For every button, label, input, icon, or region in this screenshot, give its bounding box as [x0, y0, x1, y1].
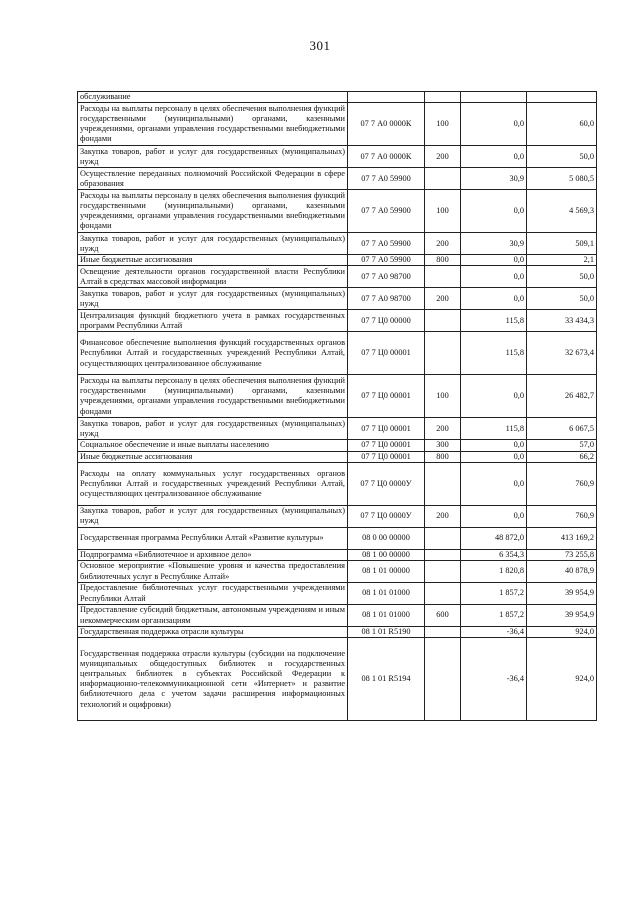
- row-expense-type: [425, 168, 461, 190]
- table-row: [78, 92, 597, 103]
- row-code: 07 7 А0 59900: [348, 190, 425, 233]
- row-total-amount: 413 169,2: [527, 527, 597, 549]
- row-expense-type: [425, 638, 461, 721]
- row-total-amount: 760,9: [527, 505, 597, 527]
- row-total-amount: 50,0: [527, 288, 597, 310]
- row-name: Предоставление библиотечных услуг государственными учреждениями Республики Алтай: [78, 583, 348, 605]
- table-row: [78, 233, 597, 255]
- row-expense-type: 800: [425, 255, 461, 266]
- row-total-amount: 40 878,9: [527, 561, 597, 583]
- row-code: 07 7 Ц0 00001: [348, 451, 425, 462]
- row-code: 08 1 01 00000: [348, 561, 425, 583]
- row-total-amount: 39 954,9: [527, 605, 597, 627]
- row-total-amount: 39 954,9: [527, 583, 597, 605]
- row-change-amount: 0,0: [461, 146, 527, 168]
- row-code: 07 7 Ц0 00001: [348, 418, 425, 440]
- row-change-amount: 1 857,2: [461, 605, 527, 627]
- row-change-amount: 0,0: [461, 103, 527, 146]
- row-total-amount: 57,0: [527, 440, 597, 451]
- table-row: [78, 440, 597, 451]
- row-code: 08 1 01 R5190: [348, 627, 425, 638]
- row-expense-type: 800: [425, 451, 461, 462]
- row-code: 07 7 А0 98700: [348, 288, 425, 310]
- table-row: [78, 505, 597, 527]
- row-total-amount: 73 255,8: [527, 549, 597, 560]
- row-expense-type: [425, 561, 461, 583]
- row-code: 07 7 А0 0000К: [348, 103, 425, 146]
- row-total-amount: 6 067,5: [527, 418, 597, 440]
- row-expense-type: [425, 549, 461, 560]
- row-name: Закупка товаров, работ и услуг для государственных (муниципальных) нужд: [78, 505, 348, 527]
- row-change-amount: 0,0: [461, 375, 527, 418]
- row-change-amount: 0,0: [461, 266, 527, 288]
- row-total-amount: 924,0: [527, 627, 597, 638]
- row-name: Основное мероприятие «Повышение уровня и качества предоставления библиотечных услуг в Республике Алтай»: [78, 561, 348, 583]
- row-change-amount: 48 872,0: [461, 527, 527, 549]
- table-row: [78, 638, 597, 721]
- row-name: Осуществление переданных полномочий Российской Федерации в сфере образования: [78, 168, 348, 190]
- row-expense-type: 200: [425, 505, 461, 527]
- row-name: Государственная поддержка отрасли культуры (субсидии на подключение муниципальных общедоступных библиотек и государственных центральных библиотек в субъектах Российской Федерации к информационно-телекоммуникационной сети «Интернет» и развитие библиотечного дела с учетом задачи расширения информационных технологий и оцифровки): [78, 638, 348, 721]
- row-code: 07 7 Ц0 0000У: [348, 462, 425, 505]
- row-name: обслуживание: [78, 92, 348, 103]
- table-row: [78, 103, 597, 146]
- table-row: [78, 310, 597, 332]
- row-code: 08 1 01 01000: [348, 605, 425, 627]
- row-expense-type: [425, 310, 461, 332]
- row-name: Иные бюджетные ассигнования: [78, 255, 348, 266]
- row-name: Финансовое обеспечение выполнения функций государственных органов Республики Алтай и государственных учреждений Республики Алтай, осуществляющих централизованное обслуживание: [78, 332, 348, 375]
- row-total-amount: 2,1: [527, 255, 597, 266]
- row-total-amount: 66,2: [527, 451, 597, 462]
- row-change-amount: 30,9: [461, 168, 527, 190]
- row-change-amount: 0,0: [461, 255, 527, 266]
- row-total-amount: [527, 92, 597, 103]
- row-total-amount: 50,0: [527, 146, 597, 168]
- row-expense-type: 300: [425, 440, 461, 451]
- row-code: 08 1 01 R5194: [348, 638, 425, 721]
- row-code: 07 7 А0 0000К: [348, 146, 425, 168]
- row-expense-type: [425, 627, 461, 638]
- row-change-amount: 30,9: [461, 233, 527, 255]
- row-change-amount: 1 820,8: [461, 561, 527, 583]
- table-row: [78, 583, 597, 605]
- row-name: Расходы на выплаты персоналу в целях обеспечения выполнения функций государственными (муниципальными) органами, казенными учреждениями, органами управления государственными внебюджетными фондами: [78, 190, 348, 233]
- row-code: [348, 92, 425, 103]
- row-name: Расходы на оплату коммунальных услуг государственных органов Республики Алтай и государственных учреждений Республики Алтай, осуществляющих централизованное обслуживание: [78, 462, 348, 505]
- row-code: 07 7 А0 98700: [348, 266, 425, 288]
- row-change-amount: 115,8: [461, 418, 527, 440]
- row-total-amount: 5 080,5: [527, 168, 597, 190]
- row-change-amount: 115,8: [461, 310, 527, 332]
- table-row: [78, 332, 597, 375]
- row-expense-type: [425, 92, 461, 103]
- row-name: Расходы на выплаты персоналу в целях обеспечения выполнения функций государственными (муниципальными) органами, казенными учреждениями, органами управления государственными внебюджетными фондами: [78, 375, 348, 418]
- table-row: [78, 627, 597, 638]
- row-name: Закупка товаров, работ и услуг для государственных (муниципальных) нужд: [78, 146, 348, 168]
- row-change-amount: 1 857,2: [461, 583, 527, 605]
- row-code: 07 7 А0 59900: [348, 233, 425, 255]
- row-change-amount: 0,0: [461, 190, 527, 233]
- page-number: 301: [309, 38, 331, 53]
- row-name: Государственная программа Республики Алтай «Развитие культуры»: [78, 527, 348, 549]
- row-total-amount: 33 434,3: [527, 310, 597, 332]
- row-expense-type: [425, 527, 461, 549]
- row-name: Иные бюджетные ассигнования: [78, 451, 348, 462]
- row-name: Закупка товаров, работ и услуг для государственных (муниципальных) нужд: [78, 418, 348, 440]
- table-row: [78, 146, 597, 168]
- table-row: [78, 561, 597, 583]
- row-change-amount: 6 354,3: [461, 549, 527, 560]
- row-name: Расходы на выплаты персоналу в целях обеспечения выполнения функций государственными (муниципальными) органами, казенными учреждениями, органами управления государственными внебюджетными фондами: [78, 103, 348, 146]
- row-total-amount: 760,9: [527, 462, 597, 505]
- table-row: [78, 266, 597, 288]
- row-total-amount: 60,0: [527, 103, 597, 146]
- row-change-amount: -36,4: [461, 627, 527, 638]
- row-total-amount: 26 482,7: [527, 375, 597, 418]
- row-expense-type: 100: [425, 375, 461, 418]
- row-code: 08 1 00 00000: [348, 549, 425, 560]
- row-expense-type: 600: [425, 605, 461, 627]
- table-row: [78, 527, 597, 549]
- row-expense-type: [425, 462, 461, 505]
- row-total-amount: 50,0: [527, 266, 597, 288]
- row-expense-type: 200: [425, 288, 461, 310]
- row-code: 07 7 Ц0 00001: [348, 375, 425, 418]
- row-expense-type: [425, 332, 461, 375]
- table-row: [78, 462, 597, 505]
- row-expense-type: 100: [425, 103, 461, 146]
- row-expense-type: 200: [425, 146, 461, 168]
- table-row: [78, 605, 597, 627]
- row-expense-type: [425, 266, 461, 288]
- row-code: 07 7 Ц0 00001: [348, 332, 425, 375]
- row-expense-type: 100: [425, 190, 461, 233]
- row-total-amount: 509,1: [527, 233, 597, 255]
- row-code: 08 1 01 01000: [348, 583, 425, 605]
- table-row: [78, 418, 597, 440]
- row-code: 07 7 Ц0 00001: [348, 440, 425, 451]
- row-expense-type: 200: [425, 233, 461, 255]
- row-expense-type: 200: [425, 418, 461, 440]
- row-change-amount: 0,0: [461, 462, 527, 505]
- row-total-amount: 32 673,4: [527, 332, 597, 375]
- row-change-amount: [461, 92, 527, 103]
- row-name: Государственная поддержка отрасли культуры: [78, 627, 348, 638]
- row-total-amount: 4 569,3: [527, 190, 597, 233]
- row-name: Подпрограмма «Библиотечное и архивное дело»: [78, 549, 348, 560]
- row-name: Освещение деятельности органов государственной власти Республики Алтай в средствах массовой информации: [78, 266, 348, 288]
- row-change-amount: 0,0: [461, 505, 527, 527]
- table-row: [78, 168, 597, 190]
- row-change-amount: 115,8: [461, 332, 527, 375]
- row-name: Централизация функций бюджетного учета в рамках государственных программ Республики Алтай: [78, 310, 348, 332]
- table-row: [78, 255, 597, 266]
- row-expense-type: [425, 583, 461, 605]
- row-code: 07 7 Ц0 0000У: [348, 505, 425, 527]
- budget-table: [77, 91, 597, 721]
- row-code: 08 0 00 00000: [348, 527, 425, 549]
- table-row: [78, 375, 597, 418]
- table-row: [78, 288, 597, 310]
- row-name: Социальное обеспечение и иные выплаты населению: [78, 440, 348, 451]
- row-change-amount: 0,0: [461, 288, 527, 310]
- row-name: Закупка товаров, работ и услуг для государственных (муниципальных) нужд: [78, 288, 348, 310]
- table-row: [78, 451, 597, 462]
- row-name: Закупка товаров, работ и услуг для государственных (муниципальных) нужд: [78, 233, 348, 255]
- row-name: Предоставление субсидий бюджетным, автономным учреждениям и иным некоммерческим организациям: [78, 605, 348, 627]
- table-row: [78, 190, 597, 233]
- row-change-amount: -36,4: [461, 638, 527, 721]
- row-code: 07 7 А0 59900: [348, 168, 425, 190]
- row-code: 07 7 А0 59900: [348, 255, 425, 266]
- row-total-amount: 924,0: [527, 638, 597, 721]
- row-change-amount: 0,0: [461, 451, 527, 462]
- table-row: [78, 549, 597, 560]
- row-code: 07 7 Ц0 00000: [348, 310, 425, 332]
- row-change-amount: 0,0: [461, 440, 527, 451]
